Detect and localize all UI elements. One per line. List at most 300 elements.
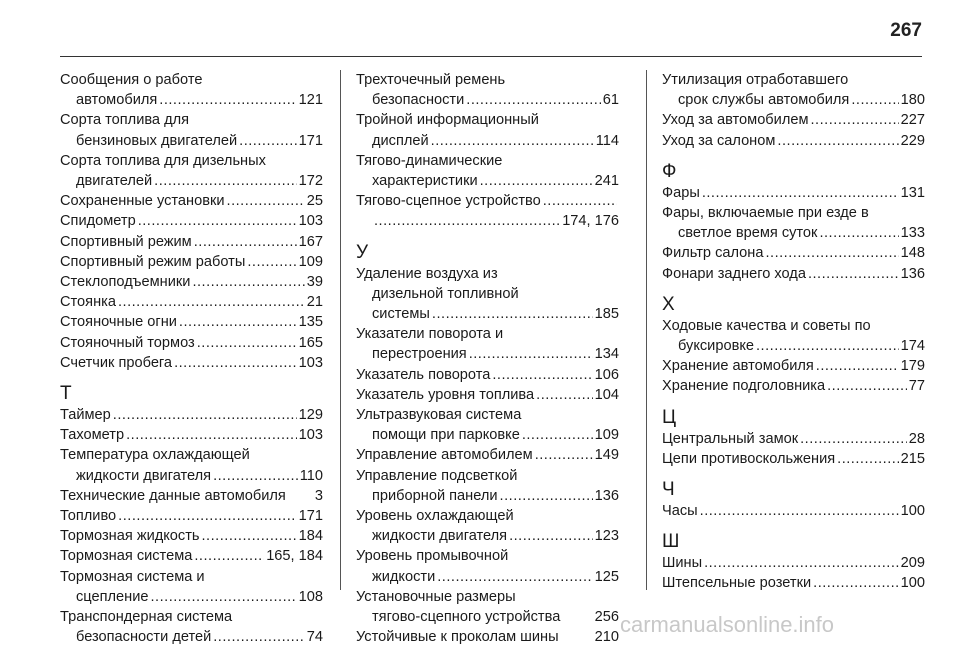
leader-dots bbox=[702, 183, 899, 203]
index-entry-text: безопасности детей bbox=[76, 629, 212, 646]
index-entry-line bbox=[60, 546, 323, 566]
index-entry-page[interactable]: 133 bbox=[900, 225, 925, 242]
index-entry[interactable] bbox=[356, 151, 619, 191]
index-entry-line bbox=[356, 344, 619, 364]
index-entry[interactable] bbox=[60, 567, 323, 607]
index-entry-line bbox=[662, 203, 925, 223]
index-entry-line bbox=[356, 607, 619, 627]
index-entry[interactable] bbox=[60, 292, 323, 312]
index-entry-line bbox=[60, 90, 323, 110]
leader-dots bbox=[500, 486, 593, 506]
index-entry-text: Уровень промывочной bbox=[356, 548, 509, 565]
index-entry-line bbox=[356, 466, 619, 486]
index-entry[interactable] bbox=[356, 587, 619, 627]
leader-dots bbox=[756, 336, 899, 356]
index-entry-page[interactable]: 135 bbox=[298, 314, 323, 331]
index-entry-text: Топливо bbox=[60, 508, 117, 525]
leader-dots bbox=[535, 445, 593, 465]
index-entry-line bbox=[60, 486, 323, 506]
index-entry[interactable] bbox=[662, 70, 925, 110]
index-entry-line bbox=[662, 336, 925, 356]
index-entry-text: Хранение автомобиля bbox=[662, 358, 814, 375]
index-entry[interactable] bbox=[356, 546, 619, 586]
index-entry-text: Сохраненные установки bbox=[60, 193, 225, 210]
index-entry-text: бензиновых двигателей bbox=[76, 132, 238, 149]
leader-dots bbox=[536, 385, 593, 405]
index-entry-text: Спортивный режим работы bbox=[60, 253, 246, 270]
index-entry-text: Трехточечный ремень bbox=[356, 72, 506, 88]
index-entry-line bbox=[356, 587, 619, 607]
index-entry-line bbox=[60, 627, 323, 647]
index-entry-text: автомобиля bbox=[76, 92, 158, 109]
index-entry-text: Удаление воздуха из bbox=[356, 265, 498, 282]
index-entry-text: Фары bbox=[662, 184, 700, 201]
index-entry[interactable] bbox=[356, 70, 619, 110]
index-entry[interactable] bbox=[356, 627, 619, 647]
index-entry-text: Установочные размеры bbox=[356, 588, 516, 605]
index-entry-line bbox=[356, 385, 619, 405]
index-entry-text: Таймер bbox=[60, 407, 111, 424]
index-entry-line bbox=[60, 333, 323, 353]
index-entry[interactable] bbox=[60, 425, 323, 445]
index-entry-text: Указатель уровня топлива bbox=[356, 386, 535, 403]
leader-dots bbox=[543, 191, 617, 211]
index-entry-line bbox=[60, 131, 323, 151]
index-entry[interactable] bbox=[60, 312, 323, 332]
index-entry[interactable] bbox=[60, 353, 323, 373]
index-entry-text: жидкости двигателя bbox=[76, 467, 212, 484]
leader-dots bbox=[239, 131, 297, 151]
index-entry-line bbox=[356, 211, 619, 231]
index-entry-line bbox=[60, 567, 323, 587]
index-entry-line bbox=[662, 553, 925, 573]
index-entry-text: Часы bbox=[662, 503, 698, 520]
index-entry-page[interactable]: 256 bbox=[594, 609, 619, 626]
index-entry-line bbox=[60, 211, 323, 231]
index-entry-page[interactable]: 148 bbox=[900, 245, 925, 262]
leader-dots bbox=[469, 344, 593, 364]
index-entry-line bbox=[662, 316, 925, 336]
index-entry-text: Стояночные огни bbox=[60, 314, 177, 331]
leader-dots bbox=[126, 425, 297, 445]
index-entry-text: двигателей bbox=[76, 173, 153, 190]
index-entry-line bbox=[356, 304, 619, 324]
index-letter-heading: Ц bbox=[662, 406, 677, 428]
page-number: 267 bbox=[890, 20, 922, 41]
index-entry-line bbox=[662, 90, 925, 110]
index-entry-text: приборной панели bbox=[372, 487, 498, 504]
index-entry-text: Цепи противоскольжения bbox=[662, 450, 836, 467]
index-entry-page[interactable]: 21 bbox=[306, 294, 323, 311]
index-entry-page[interactable]: 109 bbox=[298, 253, 323, 270]
index-entry-line bbox=[356, 425, 619, 445]
index-entry-line bbox=[60, 353, 323, 373]
index-entry-text: сцепление bbox=[76, 588, 149, 605]
index-entry-text: Указатель поворота bbox=[356, 366, 491, 383]
index-entry-text: буксировке bbox=[678, 338, 754, 355]
index-entry-line bbox=[662, 429, 925, 449]
index-entry-line bbox=[356, 405, 619, 425]
index-entry-page[interactable]: 3 bbox=[314, 487, 323, 504]
index-entry-page[interactable]: 110 bbox=[299, 467, 323, 484]
leader-dots bbox=[247, 252, 296, 272]
index-entry-line bbox=[662, 449, 925, 469]
index-entry-page[interactable]: 108 bbox=[298, 588, 323, 605]
index-letter-heading: Ш bbox=[662, 531, 680, 553]
index-entry-text: Стояночный тормоз bbox=[60, 334, 195, 351]
index-entry-page[interactable]: 103 bbox=[298, 354, 323, 371]
index-entry-text: Утилизация отработавшего bbox=[662, 72, 849, 88]
index-entry-text: Фильтр салона bbox=[662, 245, 764, 262]
column-divider bbox=[646, 70, 647, 590]
index-entry-line bbox=[356, 526, 619, 546]
leader-dots bbox=[816, 356, 899, 376]
leader-dots bbox=[202, 526, 297, 546]
index-entry-line bbox=[356, 284, 619, 304]
index-entry-page[interactable]: 123 bbox=[594, 528, 619, 545]
index-entry-page[interactable]: 103 bbox=[298, 213, 323, 230]
index-entry-text: Тахометр bbox=[60, 427, 125, 444]
index-entry[interactable] bbox=[60, 191, 323, 211]
index-entry-text: Счетчик пробега bbox=[60, 354, 173, 371]
index-entry-line bbox=[356, 70, 619, 90]
index-entry-text: Сорта топлива для bbox=[60, 112, 190, 129]
index-entry-page[interactable]: 100 bbox=[900, 503, 925, 520]
index-entry-line bbox=[60, 425, 323, 445]
index-entry-text: Транспондерная система bbox=[60, 609, 233, 626]
index-entry[interactable] bbox=[60, 486, 323, 506]
index-column-2 bbox=[356, 70, 619, 647]
index-entry-text: Указатели поворота и bbox=[356, 326, 504, 343]
index-entry-line bbox=[356, 131, 619, 151]
leader-dots bbox=[118, 292, 305, 312]
index-entry-page[interactable]: 136 bbox=[594, 487, 619, 504]
index-entry[interactable] bbox=[662, 553, 925, 573]
index-entry-text: Стеклоподъемники bbox=[60, 274, 191, 291]
index-entry-line bbox=[60, 171, 323, 191]
leader-dots bbox=[154, 171, 296, 191]
leader-dots bbox=[197, 333, 297, 353]
index-entry[interactable] bbox=[662, 203, 925, 243]
index-entry[interactable] bbox=[356, 385, 619, 405]
index-entry-text: дизельной топливной bbox=[372, 285, 519, 302]
index-entry-text: Стоянка bbox=[60, 294, 116, 311]
index-entry-page[interactable]: 61 bbox=[602, 92, 619, 109]
index-entry-line bbox=[356, 546, 619, 566]
leader-dots bbox=[138, 211, 297, 231]
leader-dots bbox=[437, 567, 592, 587]
index-entry-page[interactable]: 134 bbox=[594, 346, 619, 363]
index-entry-page[interactable]: 171 bbox=[298, 132, 323, 149]
index-entry-page[interactable]: 167 bbox=[298, 233, 323, 250]
index-letter-heading: Ф bbox=[662, 160, 677, 182]
index-entry[interactable] bbox=[662, 356, 925, 376]
leader-dots bbox=[213, 466, 298, 486]
index-entry[interactable] bbox=[356, 365, 619, 385]
index-entry[interactable] bbox=[60, 506, 323, 526]
index-entry-line bbox=[60, 191, 323, 211]
index-entry-line bbox=[662, 573, 925, 593]
index-entry-line bbox=[662, 356, 925, 376]
index-column-1 bbox=[60, 70, 323, 647]
index-entry-text: Спортивный режим bbox=[60, 233, 192, 250]
index-entry-line bbox=[356, 151, 619, 171]
index-entry-text: Тройной информационный bbox=[356, 112, 539, 129]
index-entry-text: Устойчивые к проколам шины bbox=[356, 629, 559, 646]
index-entry-text: срок службы автомобиля bbox=[678, 92, 850, 109]
index-entry-page[interactable]: 131 bbox=[900, 184, 925, 201]
index-entry[interactable] bbox=[60, 232, 323, 252]
index-entry-page[interactable]: 136 bbox=[900, 265, 925, 282]
index-entry-page[interactable]: 77 bbox=[908, 378, 925, 395]
leader-dots bbox=[118, 506, 296, 526]
index-entry-page[interactable]: 227 bbox=[900, 112, 925, 129]
index-entry-line bbox=[60, 151, 323, 171]
index-entry-page[interactable]: 74 bbox=[306, 629, 323, 646]
leader-dots bbox=[827, 376, 907, 396]
index-entry-page[interactable]: 129 bbox=[298, 407, 323, 424]
index-entry-line bbox=[662, 110, 925, 130]
index-entry[interactable] bbox=[662, 449, 925, 469]
index-entry-line bbox=[60, 252, 323, 272]
leader-dots bbox=[765, 243, 898, 263]
watermark: carmanualsonline.info bbox=[620, 612, 835, 637]
index-entry[interactable] bbox=[60, 526, 323, 546]
leader-dots bbox=[819, 223, 898, 243]
index-entry-text: Температура охлаждающей bbox=[60, 447, 250, 464]
index-entry-page[interactable]: 185 bbox=[594, 306, 619, 323]
index-entry[interactable] bbox=[60, 333, 323, 353]
index-entry-text: Центральный замок bbox=[662, 430, 799, 447]
index-entry-text: Хранение подголовника bbox=[662, 378, 826, 395]
index-entry-line bbox=[356, 171, 619, 191]
index-entry-line bbox=[60, 506, 323, 526]
index-entry-text: Фары, включаемые при езде в bbox=[662, 205, 869, 222]
index-entry-line bbox=[356, 90, 619, 110]
index-entry[interactable] bbox=[662, 183, 925, 203]
index-entry-text: Уровень охлаждающей bbox=[356, 508, 514, 525]
index-entry-text: Тормозная система bbox=[60, 548, 193, 565]
index-entry[interactable] bbox=[356, 466, 619, 506]
leader-dots bbox=[811, 110, 899, 130]
index-entry[interactable] bbox=[60, 252, 323, 272]
index-entry[interactable] bbox=[662, 316, 925, 356]
index-entry-page[interactable]: 180 bbox=[900, 92, 925, 109]
index-entry[interactable] bbox=[662, 501, 925, 521]
index-entry[interactable] bbox=[60, 151, 323, 191]
index-entry-page[interactable]: 209 bbox=[900, 555, 925, 572]
leader-dots bbox=[800, 429, 907, 449]
index-entry-line bbox=[662, 70, 925, 90]
index-entry-line bbox=[356, 110, 619, 130]
leader-dots bbox=[213, 627, 305, 647]
index-entry-page[interactable]: 229 bbox=[900, 132, 925, 149]
index-entry[interactable] bbox=[662, 429, 925, 449]
index-entry-line bbox=[662, 501, 925, 521]
index-entry-page[interactable]: 104 bbox=[594, 386, 619, 403]
index-entry-page[interactable]: 165 bbox=[298, 334, 323, 351]
index-entry-page[interactable]: 39 bbox=[306, 274, 323, 291]
index-entry-page[interactable]: 100 bbox=[900, 575, 925, 592]
index-entry-line bbox=[662, 376, 925, 396]
leader-dots bbox=[374, 211, 560, 231]
index-entry[interactable] bbox=[60, 445, 323, 485]
index-entry-text: Фонари заднего хода bbox=[662, 265, 806, 282]
index-entry-page[interactable]: 28 bbox=[908, 430, 925, 447]
leader-dots bbox=[813, 573, 899, 593]
index-entry-text: тягово-сцепного устройства bbox=[372, 609, 561, 626]
leader-dots bbox=[808, 264, 899, 284]
index-entry-text: Тягово-сцепное устройство bbox=[356, 193, 541, 210]
index-entry-line bbox=[60, 607, 323, 627]
index-entry-line bbox=[356, 191, 619, 211]
index-entry-line bbox=[356, 445, 619, 465]
index-entry-page[interactable]: 171 bbox=[298, 508, 323, 525]
index-entry[interactable] bbox=[60, 272, 323, 292]
index-entry-line bbox=[60, 272, 323, 292]
index-entry[interactable] bbox=[356, 110, 619, 150]
index-entry-text: светлое время суток bbox=[678, 225, 818, 242]
index-entry-text: жидкости bbox=[372, 568, 436, 585]
index-entry[interactable] bbox=[356, 506, 619, 546]
index-entry-text: Штепсельные розетки bbox=[662, 575, 812, 592]
leader-dots bbox=[851, 90, 898, 110]
index-entry-page[interactable]: 125 bbox=[594, 568, 619, 585]
index-entry-line bbox=[60, 232, 323, 252]
index-entry[interactable] bbox=[662, 131, 925, 151]
index-entry[interactable] bbox=[356, 324, 619, 364]
leader-dots bbox=[522, 425, 593, 445]
index-entry-page[interactable]: 179 bbox=[900, 358, 925, 375]
index-entry[interactable] bbox=[662, 376, 925, 396]
index-entry-page[interactable]: 210 bbox=[594, 629, 619, 646]
leader-dots bbox=[194, 232, 297, 252]
index-entry-text: Уход за салоном bbox=[662, 132, 776, 149]
index-entry-line bbox=[60, 445, 323, 465]
index-entry-line bbox=[662, 183, 925, 203]
leader-dots bbox=[150, 587, 296, 607]
index-entry-page[interactable]: 172 bbox=[298, 173, 323, 190]
column-divider bbox=[340, 70, 341, 590]
index-entry-page[interactable]: 174 bbox=[900, 338, 925, 355]
index-entry-line bbox=[662, 223, 925, 243]
index-entry-text: Управление автомобилем bbox=[356, 447, 533, 464]
index-entry[interactable] bbox=[60, 607, 323, 647]
leader-dots bbox=[700, 501, 899, 521]
index-entry-page[interactable]: 149 bbox=[594, 447, 619, 464]
leader-dots bbox=[431, 131, 594, 151]
index-entry-page[interactable]: 109 bbox=[594, 427, 619, 444]
index-entry[interactable] bbox=[662, 573, 925, 593]
index-letter-heading: Х bbox=[662, 293, 675, 315]
index-entry-page[interactable]: 114 bbox=[595, 132, 619, 149]
index-entry[interactable] bbox=[356, 191, 619, 231]
index-entry-text: Технические данные автомобиля bbox=[60, 487, 286, 504]
leader-dots bbox=[704, 553, 899, 573]
index-entry[interactable] bbox=[662, 110, 925, 130]
index-entry[interactable] bbox=[662, 264, 925, 284]
index-entry-page[interactable]: 165, 184 bbox=[266, 548, 323, 565]
leader-dots bbox=[432, 304, 593, 324]
index-entry-page[interactable]: 25 bbox=[306, 193, 323, 210]
index-entry-line bbox=[356, 567, 619, 587]
leader-dots bbox=[179, 312, 297, 332]
index-entry[interactable] bbox=[60, 70, 323, 110]
leader-dots bbox=[492, 365, 592, 385]
index-entry-line bbox=[60, 312, 323, 332]
index-entry-line bbox=[60, 466, 323, 486]
index-entry[interactable] bbox=[662, 243, 925, 263]
index-entry-line bbox=[356, 506, 619, 526]
index-entry[interactable] bbox=[60, 211, 323, 231]
index-entry-page[interactable]: 215 bbox=[900, 450, 925, 467]
index-letter-heading: Т bbox=[60, 383, 72, 405]
index-entry[interactable] bbox=[60, 110, 323, 150]
leader-dots bbox=[159, 90, 296, 110]
index-letter-heading: Ч bbox=[662, 479, 675, 501]
index-entry-line bbox=[60, 587, 323, 607]
leader-dots bbox=[466, 90, 601, 110]
index-column-3 bbox=[662, 70, 925, 594]
index-entry-text: Спидометр bbox=[60, 213, 136, 230]
index-entry-text: Сорта топлива для дизельных bbox=[60, 152, 266, 169]
leader-dots bbox=[194, 546, 264, 566]
index-entry[interactable] bbox=[356, 264, 619, 325]
header-rule bbox=[60, 56, 922, 57]
index-entry-line bbox=[662, 264, 925, 284]
index-entry-text: Тормозная жидкость bbox=[60, 528, 200, 545]
leader-dots bbox=[777, 131, 898, 151]
leader-dots bbox=[227, 191, 305, 211]
index-entry-text: Шины bbox=[662, 555, 703, 572]
index-entry[interactable] bbox=[60, 405, 323, 425]
index-entry-text: Тормозная система и bbox=[60, 568, 205, 585]
index-entry-text: дисплей bbox=[372, 132, 429, 149]
leader-dots bbox=[480, 171, 593, 191]
index-entry-text: жидкости двигателя bbox=[372, 528, 508, 545]
index-entry-line bbox=[60, 526, 323, 546]
index-entry-line bbox=[356, 264, 619, 284]
index-entry-page[interactable]: 121 bbox=[298, 92, 323, 109]
index-entry-line bbox=[356, 365, 619, 385]
leader-dots bbox=[113, 405, 297, 425]
index-entry-page[interactable]: 106 bbox=[594, 366, 619, 383]
index-entry[interactable] bbox=[356, 405, 619, 445]
index-entry-line bbox=[662, 243, 925, 263]
index-entry-line bbox=[356, 486, 619, 506]
leader-dots bbox=[174, 353, 297, 373]
index-entry-text: характеристики bbox=[372, 173, 478, 190]
index-entry-text: Сообщения о работе bbox=[60, 72, 203, 88]
index-entry-page[interactable]: 103 bbox=[298, 427, 323, 444]
index-entry-line bbox=[60, 110, 323, 130]
index-entry-page[interactable]: 184 bbox=[298, 528, 323, 545]
index-entry-line bbox=[662, 131, 925, 151]
index-entry[interactable] bbox=[356, 445, 619, 465]
index-entry-text: Ультразвуковая система bbox=[356, 407, 522, 424]
index-entry-line bbox=[356, 627, 619, 647]
index-entry-line bbox=[60, 70, 323, 90]
index-entry-page[interactable]: 174, 176 bbox=[562, 213, 619, 230]
leader-dots bbox=[192, 272, 304, 292]
index-entry[interactable] bbox=[60, 546, 323, 566]
index-entry-text: Ходовые качества и советы по bbox=[662, 317, 871, 334]
index-entry-text: Тягово-динамические bbox=[356, 152, 503, 169]
index-entry-text: перестроения bbox=[372, 346, 467, 363]
index-entry-line bbox=[60, 405, 323, 425]
index-entry-page[interactable]: 241 bbox=[594, 173, 619, 190]
index-entry-text: Уход за автомобилем bbox=[662, 112, 809, 129]
